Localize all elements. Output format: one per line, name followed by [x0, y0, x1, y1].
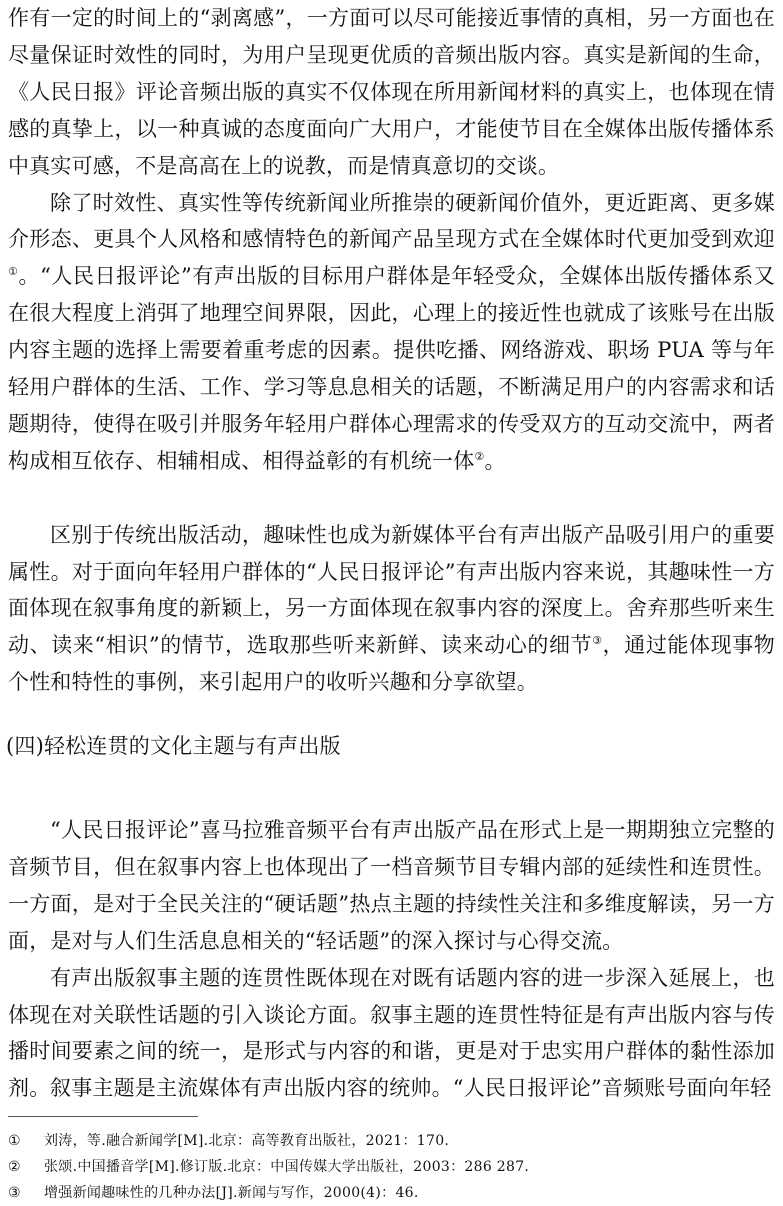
footnote-item-3	[8, 1180, 775, 1206]
footnote-text: 张颂.中国播音学[M].修订版.北京：中国传媒大学出版社，2003：286 287.	[44, 1159, 530, 1175]
paragraph-text: ，通过能体现事物个性和特性的事例，来引起用户的收听兴趣和分享欲望。	[8, 633, 775, 695]
section-heading: (四)轻松连贯的文化主题与有声出版	[6, 734, 341, 758]
paragraph-text: 除了时效性、真实性等传统新闻业所推崇的硬新闻价值外，更近距离、更多媒介形态、更具个人风格和感情特色的新闻产品呈现方式在全媒体时代更加受到欢迎	[8, 190, 775, 252]
footnote-mark: ③	[8, 1185, 21, 1201]
footnotes	[8, 1128, 775, 1206]
body-paragraph-1	[8, 0, 775, 185]
body-paragraph-2	[8, 185, 775, 480]
footnote-ref-2[interactable]: ②	[474, 449, 485, 463]
footnote-text: 刘涛，等.融合新闻学[M].北京：高等教育出版社，2021：170.	[44, 1133, 450, 1149]
body-paragraph-3	[8, 517, 775, 702]
footnote-divider	[8, 1116, 198, 1117]
footnote-item-1	[8, 1128, 775, 1154]
paragraph-text: 有声出版叙事主题的连贯性既体现在对既有话题内容的进一步深入延展上，也体现在对关联性话题的引入谈论方面。叙事主题的连贯性特征是有声出版内容与传播时间要素之间的统一，是形式与内容的和谐，更是对于忠实用户群体的黏性添加剂。	[8, 965, 775, 1101]
paragraph-text: 。	[484, 448, 506, 473]
paragraph-text: “人民日报评论”喜马拉雅音频平台有声出版产品在形式上是一期期独立完整的音频节目，但在叙事内容上也体现出了一档音频节目专辑内部的延续性和连贯性。一方面，是对于全民关注的“硬话题”热点主题的持续性关注和多维度解读，另一方面，是对与人们生活息息相关的“轻话题”的深入探讨与心得交流。	[8, 818, 775, 953]
paragraph-text: 叙事主题是主流媒体有声出版内容的统帅。“人民日报评论”音频账号面向年轻	[50, 1076, 772, 1101]
paragraph-text: 作有一定的时间上的“剥离感”，一方面可以尽可能接近事情的真相，另一方面也在尽量保证时效性的同时，为用户呈现更优质的音频出版内容。真实是新闻的生命，《人民日报》评论音频出版的真实不仅体现在所用新闻材料的真实上，也体现在情感的真挚上，以一种真诚的态度面向广大用户，才能使节目在全媒体出版传播体系中真实可感，不是高高在上的说教，而是情真意切的交谈。	[8, 6, 775, 178]
body-paragraph-4	[8, 812, 775, 960]
paragraph-text: 。“人民日报评论”有声出版的目标用户群体是年轻受众，全媒体出版传播体系又在很大程度上消弭了地理空间界限，因此，心理上的接近性也就成了该账号在出版内容主题的选择上需要着重考虑的因素。提供吃播、网络游戏、职场 PUA 等与年轻用户群体的生活、工作、学习等息息相关的话题，不断满足用户的内容需求和话题期待，使得在吸引并服务年轻用户群体心理需求的传受双方的互动交流中，两者构成相互依存、相辅相成、相得益彰的有机统一体	[8, 264, 776, 473]
footnote-ref-1[interactable]: ①	[8, 265, 19, 279]
footnote-ref-3[interactable]: ③	[592, 634, 603, 648]
footnote-item-2	[8, 1154, 775, 1180]
paragraph-text: 区别于传统出版活动，趣味性也成为新媒体平台有声出版产品吸引用户的重要属性。对于面向年轻用户群体的“人民日报评论”有声出版内容来说，其趣味性一方面体现在叙事角度的新颖上，另一方面体现在叙事内容的深度上。舍弃那些听来生动、读来“相识”的情节，选取那些听来新鲜、读来动心的细节	[8, 522, 775, 658]
footnote-mark: ②	[8, 1159, 21, 1175]
footnote-text: 增强新闻趣味性的几种办法[J].新闻与写作，2000(4)：46.	[44, 1185, 419, 1201]
footnote-mark: ①	[8, 1133, 21, 1149]
body-paragraph-6	[8, 1070, 775, 1107]
